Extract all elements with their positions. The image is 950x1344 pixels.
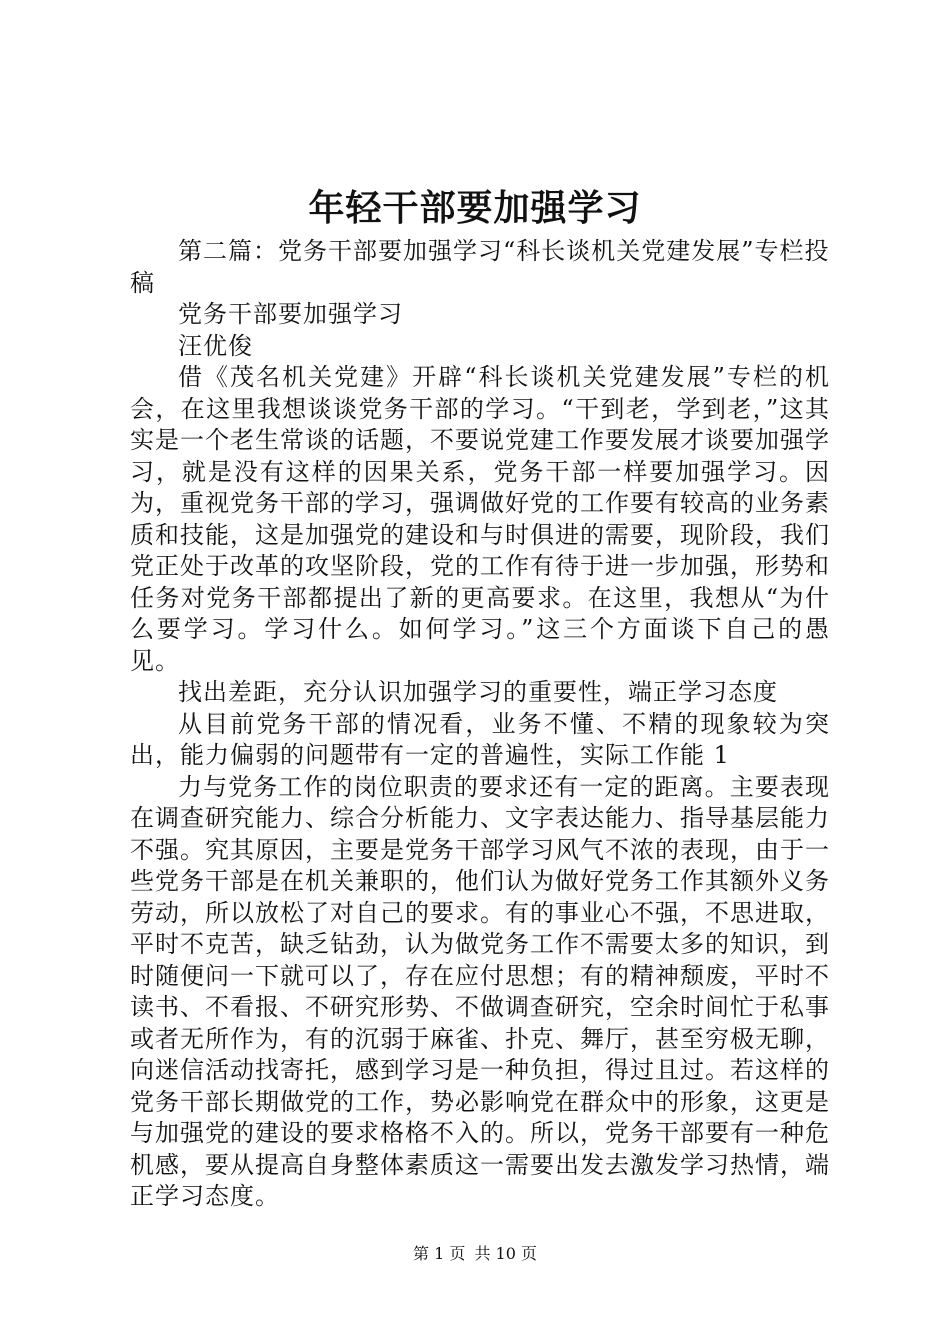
- page-total: 共 10 页: [474, 1244, 537, 1263]
- paragraph-heading: 党务干部要加强学习: [178, 300, 403, 328]
- document-body: [130, 236, 830, 1213]
- page-footer: [0, 1244, 950, 1264]
- paragraph-body: 力与党务工作的岗位职责的要求还有一定的距离。主要表现在调查研究能力、综合分析能力、文字表达能力、指导基层能力不强。究其原因，主要是党务干部学习风气不浓的表现，由于一些党务干部是在机关兼职的，他们认为做好党务工作其额外义务劳动，所以放松了对自己的要求。有的事业心不强，不思进取，平时不克苦，缺乏钻劲，认为做党务工作不需要太多的知识，到时随便问一下就可以了，存在应付思想；有的精神颓废，平时不读书、不看报、不研究形势、不做调查研究，空余时间忙于私事或者无所作为，有的沉弱于麻雀、扑克、舞厅，甚至穷极无聊，向迷信活动找寄托，感到学习是一种负担，得过且过。若这样的党务干部长期做党的工作，势必影响党在群众中的形象，这更是与加强党的建设的要求格格不入的。所以，党务干部要有一种危机感，要从提高自身整体素质这一需要出发去激发学习热情，端正学习态度。: [130, 772, 830, 1210]
- paragraph-author: 汪优俊: [178, 331, 253, 360]
- paragraph-intro: 借《茂名机关党建》开辟“科长谈机关党建发展”专栏的机会，在这里我想谈谈党务干部的学习。“干到老，学到老，”这其实是一个老生常谈的话题，不要说党建工作要发展才谈要加强学习，就是没有这样的因果关系，党务干部一样要加强学习。因为，重视党务干部的学习，强调做好党的工作要有较高的业务素质和技能，这是加强党的建设和与时俱进的需要，现阶段，我们党正处于改革的攻坚阶段，党的工作有待于进一步加强，形势和任务对党务干部都提出了新的更高要求。在这里，我想从“为什么要学习。学习什么。如何学习。”这三个方面谈下自己的愚见。: [130, 363, 830, 675]
- paragraph-body: 从目前党务干部的情况看，业务不懂、不精的现象较为突出，能力偏弱的问题带有一定的普遍性，实际工作能 1: [130, 709, 830, 769]
- page-number: 第 1 页: [413, 1244, 466, 1263]
- document-title: 年轻干部要加强学习: [308, 187, 642, 229]
- paragraph-subtitle: 第二篇：党务干部要加强学习“科长谈机关党建发展”专栏投稿: [130, 237, 830, 297]
- paragraph-section-heading: 找出差距，充分认识加强学习的重要性，端正学习态度: [178, 678, 778, 706]
